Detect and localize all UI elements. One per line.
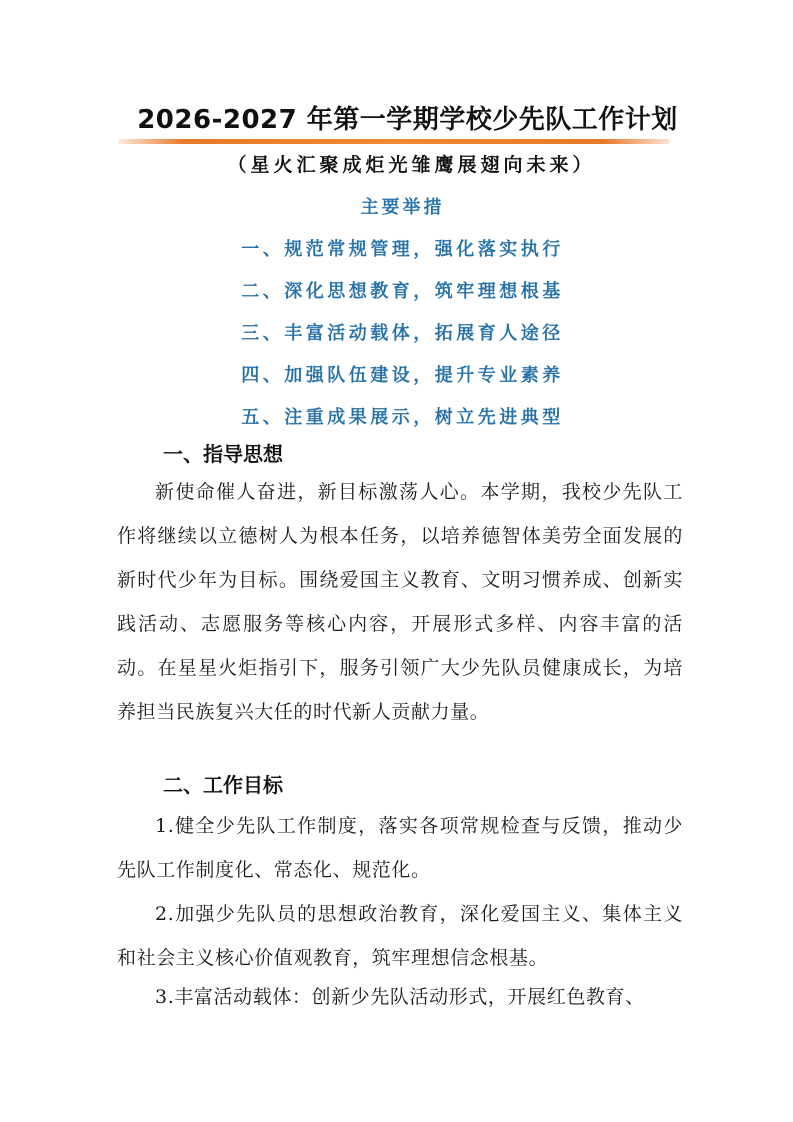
measure-item: 三、丰富活动载体，拓展育人途径 bbox=[241, 323, 564, 344]
paragraph: 3.丰富活动载体：创新少先队活动形式，开展红色教育、 bbox=[155, 986, 645, 1008]
measure-item: 四、加强队伍建设，提升专业素养 bbox=[241, 365, 564, 386]
measure-item: 一、规范常规管理，强化落实执行 bbox=[241, 239, 564, 260]
paragraph: 2.加强少先队员的思想政治教育，深化爱国主义、集体主义和社会主义核心价值观教育，筑牢理想信念根基。 bbox=[117, 903, 683, 969]
main-measures-heading: 主要举措 bbox=[360, 197, 445, 218]
main-measures-list bbox=[0, 196, 793, 448]
section-heading-work-goals: 二、工作目标 bbox=[163, 773, 283, 797]
document-subtitle: （星火汇聚成炬光雏鹰展翅向未来） bbox=[227, 154, 596, 176]
section-heading-guiding-ideology: 一、指导思想 bbox=[163, 442, 283, 466]
measure-item: 五、注重成果展示，树立先进典型 bbox=[241, 407, 564, 428]
document-title: 2026-2027 年第一学期学校少先队工作计划 bbox=[137, 105, 678, 135]
paragraph: 新使命催人奋进，新目标激荡人心。本学期，我校少先队工作将继续以立德树人为根本任务，以培养德智体美劳全面发展的新时代少年为目标。围绕爱国主义教育、文明习惯养成、创新实践活动、志愿服务等核心内容，开展形式多样、内容丰富的活动。在星星火炬指引下，服务引领广大少先队员健康成长，为培养担当民族复兴大任的时代新人贡献力量。 bbox=[117, 481, 683, 723]
paragraph: 1.健全少先队工作制度，落实各项常规检查与反馈，推动少先队工作制度化、常态化、规范化。 bbox=[117, 815, 683, 881]
measure-item: 二、深化思想教育，筑牢理想根基 bbox=[241, 281, 564, 302]
title-underline-decoration bbox=[118, 139, 670, 144]
